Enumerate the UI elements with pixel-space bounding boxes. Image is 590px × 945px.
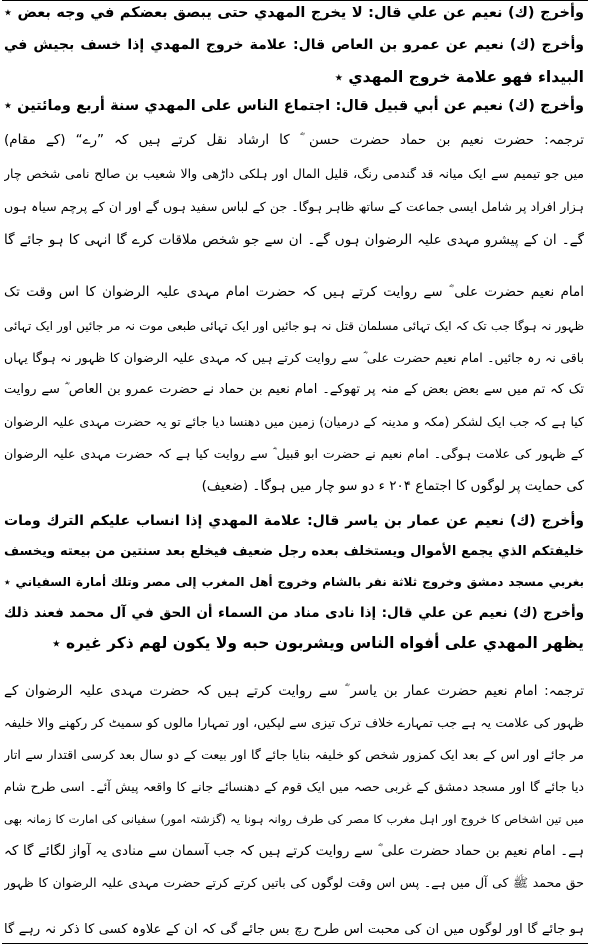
urdu-line: دیا جائے گا اور مسجد دمشق کے غربی حصہ میں ایک قوم کے دھنسائے جانے کا واقعہ پیش آئے۔ اسی طرح شام	[4, 779, 584, 794]
arabic-line: وأخرج (ك) نعيم عن علي قال: إذا نادى مناد من السماء أن الحق في آل محمد فعند ذلك	[4, 605, 584, 621]
urdu-line: حق محمد ﷺ کی آل میں ہے۔ پس اس وقت لوگوں کی باتیں کرتے کرتے حضرت مہدی علیہ الرضوان کا ظہور	[4, 875, 584, 890]
urdu-line: ہزار افراد پر شامل ایسی جماعت کے ساتھ ظاہر ہوگا۔ جن کے لباس سفید ہوں گے اور ان کے پرچم سیاہ ہوں	[4, 199, 584, 214]
urdu-line: کی حمایت پر لوگوں کا اجتماع ۲۰۴ ء دو سو چار میں ہوگا۔ (ضعیف)	[201, 478, 584, 494]
urdu-line: تک کہ تم میں سے بعض بعض کے منہ پر تھوکے۔ امام نعیم بن حماد نے حضرت عمرو بن العاص ؓ سے روایت	[4, 382, 584, 397]
urdu-line: باقی نہ رہ جائیں۔ امام نعیم حضرت علی ؓ سے روایت کرتے ہیں کہ مہدی علیہ الرضوان کا ظہور نہ ہوگا یہاں	[4, 350, 584, 365]
arabic-line: يظهر المهدي على أفواه الناس ويشربون حبه ولا يكون لهم ذكر غيره ٭	[52, 634, 584, 652]
arabic-line: وأخرج (ك) نعيم عن علي قال: لا يخرج المهدي حتى يبصق بعضكم في وجه بعض ٭	[4, 5, 584, 21]
arabic-line: وأخرج (ك) نعيم عن عمار بن ياسر قال: علامة المهدي إذا انساب عليكم الترك ومات	[4, 513, 584, 529]
urdu-line: ظہور کی علامت یہ ہے جب تمہارے خلاف ترک تیزی سے لپکیں، اور تمہارا مالوں کو سمیٹ کر رکھنے والا خلیفہ	[4, 715, 584, 730]
urdu-line: ظہور نہ ہوگا جب تک کہ ایک تہائی مسلمان قتل نہ ہو جائیں اور ایک تہائی طبعی موت نہ مر جائیں اور ایک تہائی	[4, 319, 584, 333]
urdu-line: کے ظہور کی علامت ہوگی۔ امام نعیم نے حضرت ابو قبیل ؓ سے روایت کیا ہے کہ حضرت مہدی علیہ الرضوان	[4, 446, 584, 461]
urdu-line: ترجمہ: حضرت نعیم بن حماد حضرت حسن ؓ کا ارشاد نقل کرتے ہیں کہ ”رے“ (کے مقام)	[4, 132, 584, 148]
bottom-rule	[2, 943, 588, 944]
urdu-line: کیا ہے کہ جب ایک لشکر (مکہ و مدینہ کے درمیان) زمین میں دھنسا دیا جائے تو یہ حضرت مہدی علیہ الرضوان	[4, 414, 584, 429]
urdu-line: مر جائے اور اس کے بعد ایک کمزور شخص کو خلیفہ بنایا جائے گا اور بیعت کے دو سال بعد کرسی اقتدار سے اتار	[4, 747, 584, 762]
arabic-line: وأخرج (ك) نعيم عن أبي قبيل قال: اجتماع الناس على المهدي سنة أربع ومائتين ٭	[4, 98, 584, 114]
urdu-line: امام نعیم حضرت علی ؓ سے روایت کرتے ہیں کہ حضرت امام مہدی علیہ الرضوان کا اس وقت تک	[4, 284, 584, 300]
arabic-line: البيداء فهو علامة خروج المهدي ٭	[334, 68, 584, 86]
urdu-line: ترجمہ: امام نعیم حضرت عمار بن یاسر ؓ سے روایت کرتے ہیں کہ حضرت مہدی علیہ الرضوان کے	[4, 683, 584, 699]
urdu-line: گے۔ ان کے پیشرو مہدی علیہ الرضوان ہوں گے۔ ان سے جو شخص ملاقات کرے گا انہی کا ہو جائے گا	[4, 232, 584, 248]
top-rule	[2, 0, 588, 1]
urdu-line: میں جو تیمیم سے ایک میانہ قد گندمی رنگ، قلیل المال اور ہلکی داڑھی والا شعیب بن صالح نامی شخص چار	[4, 166, 584, 181]
urdu-line: ہو جائے گا اور لوگوں میں ان کی محبت اس طرح رچ بس جائے گی کہ ان کے علاوہ کسی کا ذکر نہ رہے گا	[4, 922, 584, 937]
urdu-line: ہے۔ امام نعیم بن حماد حضرت علی ؓ سے روایت کرتے ہیں کہ جب آسمان سے منادی یہ آواز لگائے گا کہ	[4, 843, 584, 859]
urdu-line: میں تین اشخاص کا خروج اور اہل مغرب کا مصر کی طرف روانہ ہونا یہ (گزشتہ امور) سفیانی کی امارت کا زمانہ بھی	[4, 812, 584, 826]
arabic-line: وأخرج (ك) نعيم عن عمرو بن العاص قال: علامة خروج المهدي إذا خسف بجيش في	[4, 37, 584, 53]
arabic-line: خليفتكم الذي يجمع الأموال ويستخلف بعده رجل ضعيف فيخلع بعد سنتين من بيعته ويخسف	[4, 544, 584, 559]
arabic-line: بغربي مسجد دمشق وخروج ثلاثة نفر بالشام وخروج أهل المغرب إلى مصر وتلك أمارة السفياني ٭	[4, 575, 584, 589]
